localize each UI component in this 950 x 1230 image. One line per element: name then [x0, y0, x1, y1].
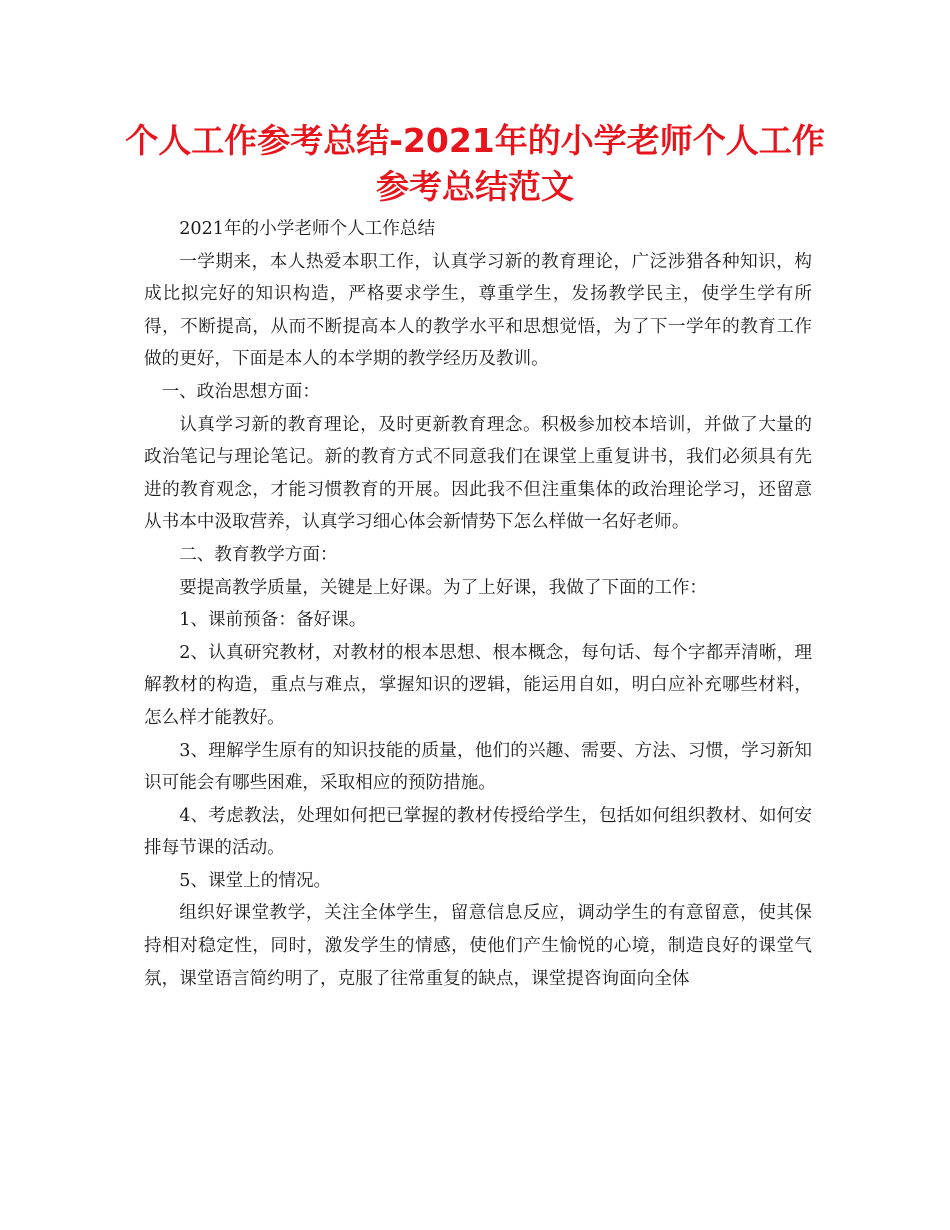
teaching-intro-paragraph: 要提高教学质量，关键是上好课。为了上好课，我做了下面的工作： [179, 577, 708, 598]
politics-paragraph: 认真学习新的教育理论，及时更新教育理念。积极参加校本培训，并做了大量的政治笔记与理论笔记。新的教育方式不同意我们在课堂上重复讲书，我们必须具有先进的教育观念，才能习惯教育的开展。因此我不但注重集体的政治理论学习，还留意从书本中汲取营养，认真学习细心体会新情势下怎么样做一名好老师。 [144, 414, 812, 533]
intro-paragraph: 一学期来，本人热爱本职工作，认真学习新的教育理论，广泛涉猎各种知识，构成比拟完好的知识构造，严格要求学生，尊重学生，发扬教学民主，使学生学有所得，不断提高，从而不断提高本人的教学水平和思想觉悟，为了下一学年的教育工作做的更好，下面是本人的本学期的教学经历及教训。 [144, 251, 812, 370]
section-heading-politics: 一、政治思想方面： [161, 381, 320, 402]
list-item-4: 4、考虑教法，处理如何把已掌握的教材传授给学生，包括如何组织教材、如何安排每节课的活动。 [144, 805, 812, 859]
list-item-5: 5、课堂上的情况。 [179, 870, 332, 891]
subtitle-paragraph: 2021年的小学老师个人工作总结 [179, 219, 436, 239]
document-title: 个人工作参考总结-2021年的小学老师个人工作参考总结范文 [125, 121, 825, 206]
section-heading-teaching: 二、教育教学方面： [179, 544, 338, 565]
list-item-3: 3、理解学生原有的知识技能的质量，他们的兴趣、需要、方法、习惯，学习新知识可能会有哪些困难，采取相应的预防措施。 [144, 740, 812, 794]
classroom-paragraph: 组织好课堂教学，关注全体学生，留意信息反应，调动学生的有意留意，使其保持相对稳定性，同时，激发学生的情感，使他们产生愉悦的心境，制造良好的课堂气氛，课堂语言简约明了，克服了往常重复的缺点，课堂提咨询面向全体 [144, 903, 812, 989]
document-body [144, 213, 812, 995]
list-item-2: 2、认真研究教材，对教材的根本思想、根本概念，每句话、每个字都弄清晰，理解教材的构造，重点与难点，掌握知识的逻辑，能运用自如，明白应补充哪些材料，怎么样才能教好。 [144, 642, 812, 728]
list-item-1: 1、课前预备：备好课。 [179, 610, 367, 631]
